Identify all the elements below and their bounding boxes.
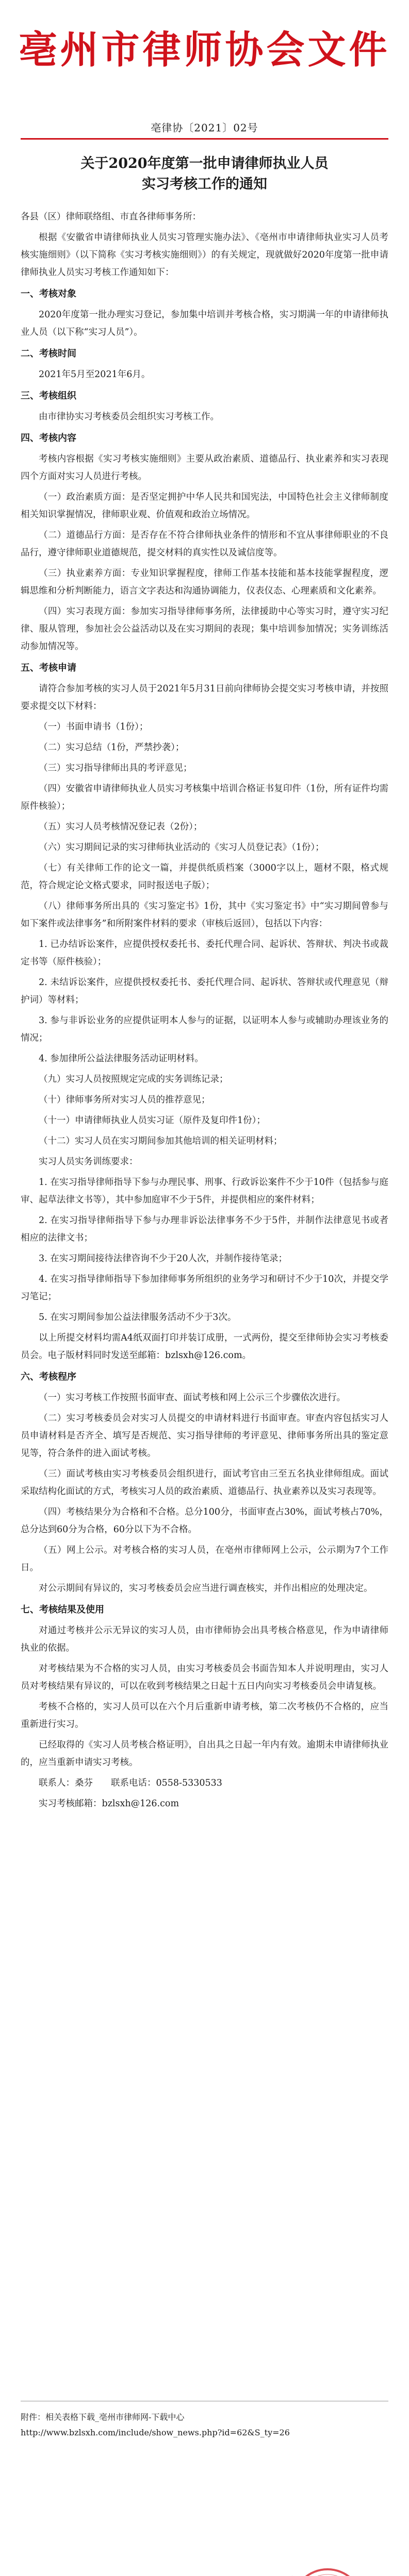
- section-4-item-1: （一）政治素质方面：是否坚定拥护中华人民共和国宪法，中国特色社会主义律师制度相关知识掌握情况，律师职业观、价值观和政治立场情况。: [21, 492, 388, 520]
- section-7-item: 考核不合格的，实习人员可以在六个月后重新申请考核，第二次考核仍不合格的，应当重新进行实习。: [21, 1702, 388, 1730]
- section-5-item: （五）实习人员考核情况登记表（2份）；: [39, 822, 203, 832]
- case-material-item: 3. 参与非诉讼业务的应提供证明本人参与的证据，以证明本人参与或辅助办理该业务的情况；: [21, 1015, 388, 1043]
- section-5-item: （六）实习期间记录的实习律师执业活动的《实习人员登记表》（1份）；: [39, 842, 324, 853]
- section-6-note: 对公示期间有异议的，实习考核委员会应当进行调查核实，并作出相应的处理决定。: [39, 1583, 373, 1594]
- section-5-item: （三）实习指导律师出具的考评意见；: [39, 763, 192, 773]
- training-requirement-item: 1. 在实习指导律师指导下参与办理民事、刑事、行政诉讼案件不少于10件（包括参与庭审、起草法律文书等），其中参加庭审不少于5件，并提供相应的案件材料；: [21, 1177, 388, 1205]
- section-6-item: （二）实习考核委员会对实习人员提交的申请材料进行书面审查。审查内容包括实习人员申请材料是否齐全、填写是否规范、实习指导律师的考评意见、律师事务所出具的鉴定意见等，符合条件的进入面试考核。: [21, 1413, 388, 1459]
- title-line-1: 关于2020年度第一批申请律师执业人员: [80, 156, 329, 172]
- section-4-intro: 考核内容根据《实习考核实施细则》主要从政治素质、道德品行、执业素养和实习表现四个方面对实习人员进行考核。: [21, 454, 388, 482]
- section-5-item: （四）安徽省申请律师执业人员实习考核集中培训合格证书复印件（1份，所有证件均需原件核验）；: [21, 784, 388, 811]
- training-requirement-item: 3. 在实习期间接待法律咨询不少于20人次，并制作接待笔录；: [39, 1253, 288, 1264]
- document-body: [21, 208, 388, 1816]
- section-7-title: 七、考核结果及使用: [21, 1604, 104, 1615]
- section-5-item: （九）实习人员按照规定完成的实务训练记录；: [39, 1074, 228, 1084]
- submission-note: 以上所提交材料均需A4纸双面打印并装订成册，一式两份，提交至律师协会实习考核委员会。电子版材料同时发送至邮箱：bzlsxh@126.com。: [21, 1333, 388, 1361]
- section-1-text: 2020年度第一批办理实习登记，参加集中培训并考核合格，实习期满一年的申请律师执业人员（以下称“实习人员”）。: [21, 310, 388, 337]
- section-4-item-3: （三）执业素养方面：专业知识掌握程度，律师工作基本技能和基本技能掌握程度，逻辑思维和分析判断能力，语言文字表达和沟通协调能力，仪表仪态、心理素质和文化素养。: [21, 568, 388, 596]
- section-6-item: （五）网上公示。对考核合格的实习人员，在亳州市律师网上公示，公示期为7个工作日。: [21, 1545, 388, 1573]
- section-3-text: 由市律协实习考核委员会组织实习考核工作。: [39, 412, 219, 422]
- training-requirement-item: 5. 在实习期间参加公益法律服务活动不少于3次。: [39, 1312, 237, 1323]
- signoff-org: [242, 2571, 397, 2576]
- attachment-label: 附件：相关表格下载_亳州市律师网-下载中心: [21, 2412, 185, 2422]
- attachment-link[interactable]: http://www.bzlsxh.com/include/show_news.php?id=62&S_ty=26: [21, 2428, 290, 2437]
- section-3-title: 三、考核组织: [21, 391, 76, 401]
- section-4-title: 四、考核内容: [21, 433, 76, 444]
- section-5-item: （二）实习总结（1份，严禁抄袭）；: [39, 742, 185, 753]
- case-material-item: 1. 已办结诉讼案件，应提供授权委托书、委托代理合同、起诉状、答辩状、判决书或裁定书等（原件核验）；: [21, 939, 388, 967]
- section-5-item: （十二）实习人员在实习期间参加其他培训的相关证明材料；: [39, 1136, 283, 1146]
- email-line: 实习考核邮箱：bzlsxh@126.com: [39, 1799, 179, 1809]
- training-requirement-heading: 实习人员实务训练要求：: [39, 1157, 138, 1167]
- section-2-title: 二、考核时间: [21, 348, 76, 359]
- section-7-item: 已经取得的《实习人员考核合格证明》，自出具之日起一年内有效。逾期未申请律师执业的，应当重新申请实习考核。: [21, 1740, 388, 1768]
- section-6-item: （四）考核结果分为合格和不合格。总分100分，书面审查占30%，面试考核占70%，总分达到60分为合格，60分以下为不合格。: [21, 1507, 388, 1535]
- section-6-item: （三）面试考核由实习考核委员会组织进行，面试考官由三至五名执业律师组成。面试采取结构化面试的方式，考核实习人员的政治素质、道德品行、执业素养以及实习表现等。: [21, 1469, 388, 1497]
- section-4-item-2: （二）道德品行方面：是否存在不符合律师执业条件的情形和不宜从事律师职业的不良品行，遵守律师职业道德规范，提交材料的真实性以及诚信度等。: [21, 530, 388, 558]
- section-2-text: 2021年5月至2021年6月。: [39, 369, 151, 380]
- case-material-item: 4. 参加律所公益法律服务活动证明材料。: [39, 1054, 204, 1064]
- section-6-title: 六、考核程序: [21, 1371, 76, 1382]
- section-5-item: （十）律师事务所对实习人员的推荐意见；: [39, 1095, 210, 1105]
- section-7-item: 对通过考核并公示无异议的实习人员，由市律师协会出具考核合格意见，作为申请律师执业的依据。: [21, 1625, 388, 1653]
- section-5-item: （十一）申请律师执业人员实习证（原件及复印件1份）；: [39, 1115, 266, 1126]
- section-4-item-4: （四）实习表现方面：参加实习指导律师事务所，法律援助中心等实习时，遵守实习纪律、服从管理，参加社会公益活动以及在实习期间的表现；集中培训参加情况；实务训练活动参加情况等。: [21, 606, 388, 652]
- document-title: [36, 154, 373, 195]
- section-5-item: （七）有关律师工作的论文一篇，并提供纸质档案（3000字以上，题材不限，格式规范，符合规定论文格式要求，同时报送电子版）；: [21, 863, 388, 891]
- intro-paragraph: 根据《安徽省申请律师执业人员实习管理实施办法》、《亳州市申请律师执业实习人员考核实施细则》（以下简称《实习考核实施细则》）的有关规定，现就做好2020年度第一批申请律师执业人员实习考核工作通知如下：: [21, 232, 388, 278]
- salutation: 各县（区）律师联络组、市直各律师事务所：: [21, 212, 201, 222]
- section-5-title: 五、考核申请: [21, 663, 76, 673]
- training-requirement-item: 4. 在实习指导律师指导下参加律师事务所组织的业务学习和研讨不少于10次，并提交学习笔记；: [21, 1274, 388, 1302]
- section-6-item: （一）实习考核工作按照书面审查、面试考核和网上公示三个步骤依次进行。: [39, 1393, 346, 1403]
- signoff-block: [242, 2571, 397, 2576]
- doc-number: 亳律协〔2021〕02号: [151, 122, 258, 134]
- section-7-item: 对考核结果为不合格的实习人员，由实习考核委员会书面告知本人并说明理由，实习人员对考核结果有异议的，可以在收到考核结果之日起十五日内向实习考核委员会申请复核。: [21, 1664, 388, 1691]
- section-5-item: （一）书面申请书（1份）；: [39, 722, 149, 732]
- masthead: 亳州市律师协会文件: [19, 28, 390, 72]
- red-rule-divider: [21, 138, 388, 140]
- section-5-intro: 请符合参加考核的实习人员于2021年5月31日前向律师协会提交实习考核申请，并按照要求提交以下材料：: [21, 684, 388, 711]
- attachment-section: [21, 2401, 388, 2441]
- training-requirement-item: 2. 在实习指导律师指导下参与办理非诉讼法律事务不少于5件，并制作法律意见书或者相应的法律文书；: [21, 1215, 388, 1243]
- contact-line: 联系人：桑芬 联系电话：0558-5330533: [39, 1778, 222, 1788]
- case-material-item: 2. 未结诉讼案件，应提供授权委托书、委托代理合同、起诉状、答辩状或代理意见（辩护词）等材料；: [21, 977, 388, 1005]
- section-5-item: （八）律师事务所出具的《实习鉴定书》1份，其中《实习鉴定书》中“实习期间曾参与如下案件或法律事务”和所附案件材料的要求（审核后返回），包括以下内容：: [21, 901, 388, 929]
- section-1-title: 一、考核对象: [21, 289, 76, 299]
- title-line-2: 实习考核工作的通知: [142, 176, 267, 192]
